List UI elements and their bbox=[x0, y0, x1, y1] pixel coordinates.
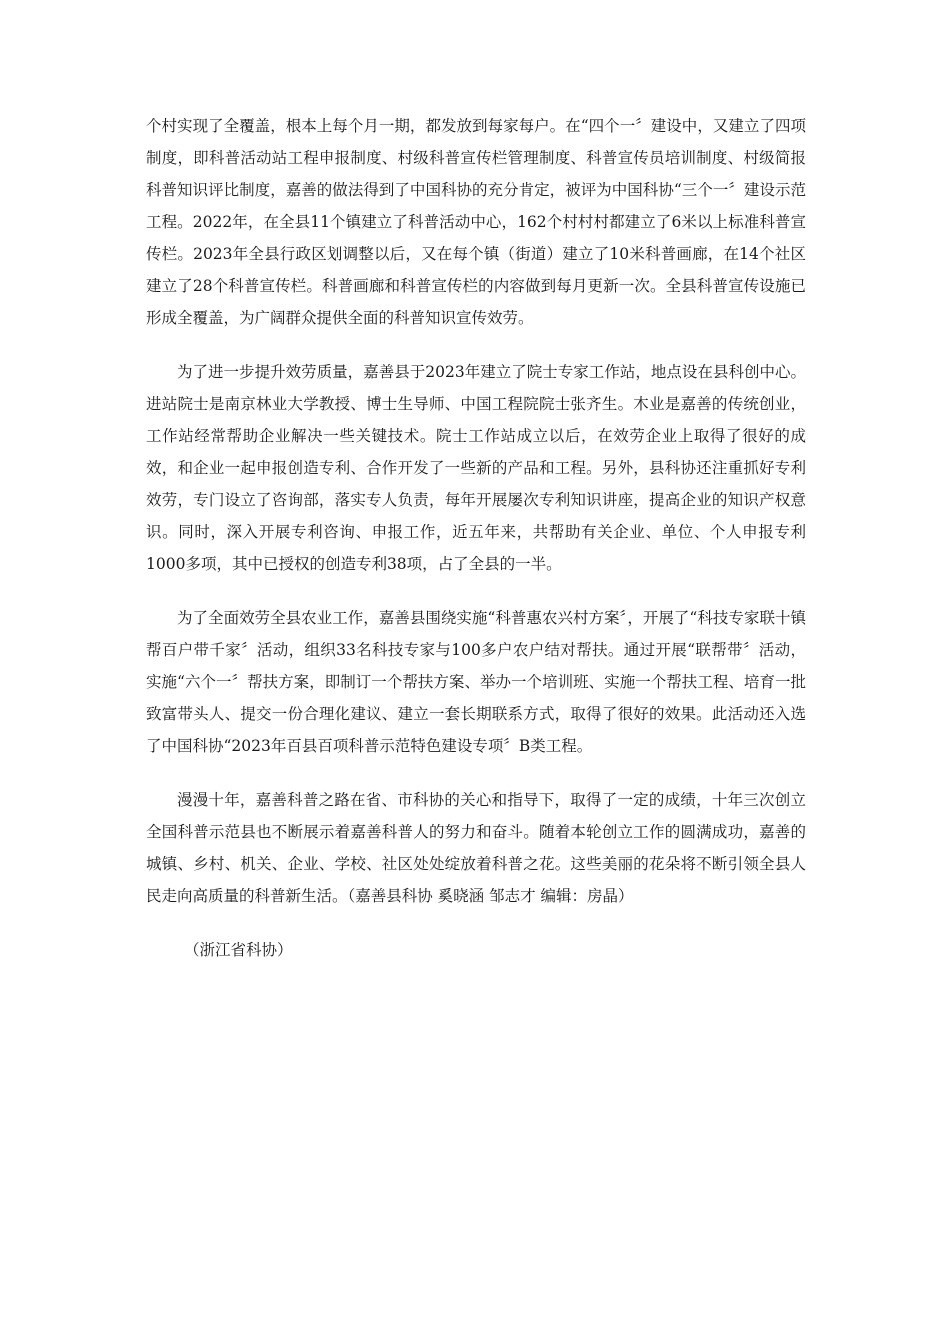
paragraph-2: 为了进一步提升效劳质量，嘉善县于2023年建立了院士专家工作站，地点设在县科创中心。进站院士是南京林业大学教授、博士生导师、中国工程院院士张齐生。木业是嘉善的传统创业，工作站经常帮助企业解决一些关键技术。院士工作站成立以后，在效劳企业上取得了很好的成效，和企业一起申报创造专利、合作开发了一些新的产品和工程。另外，县科协还注重抓好专利效劳，专门设立了咨询部，落实专人负责，每年开展屡次专利知识讲座，提高企业的知识产权意识。同时，深入开展专利咨询、申报工作，近五年来，共帮助有关企业、单位、个人申报专利1000多项，其中已授权的创造专利38项，占了全县的一半。 bbox=[146, 363, 806, 573]
document-page bbox=[146, 110, 806, 966]
paragraph-3: 为了全面效劳全县农业工作，嘉善县围绕实施“科普惠农兴村方案〞，开展了“科技专家联十镇帮百户带千家〞活动，组织33名科技专家与100多户农户结对帮扶。通过开展“联帮带〞活动，实施“六个一〞帮扶方案，即制订一个帮扶方案、举办一个培训班、实施一个帮扶工程、培育一批致富带头人、提交一份合理化建议、建立一套长期联系方式，取得了很好的效果。此活动还入选了中国科协“2023年百县百项科普示范特色建设专项〞B类工程。 bbox=[146, 609, 806, 755]
source-attribution: （浙江省科协） bbox=[184, 941, 293, 959]
paragraph-4: 漫漫十年，嘉善科普之路在省、市科协的关心和指导下，取得了一定的成绩，十年三次创立全国科普示范县也不断展示着嘉善科普人的努力和奋斗。随着本轮创立工作的圆满成功，嘉善的城镇、乡村、机关、企业、学校、社区处处绽放着科普之花。这些美丽的花朵将不断引领全县人民走向高质量的科普新生活。（嘉善县科协 奚晓涵 邹志才 编辑：房晶） bbox=[146, 791, 806, 905]
paragraph-1: 个村实现了全覆盖，根本上每个月一期，都发放到每家每户。在“四个一〞建设中，又建立了四项制度，即科普活动站工程申报制度、村级科普宣传栏管理制度、科普宣传员培训制度、村级简报科普知识评比制度，嘉善的做法得到了中国科协的充分肯定，被评为中国科协“三个一〞建设示范工程。2022年，在全县11个镇建立了科普活动中心，162个村村村都建立了6米以上标准科普宣传栏。2023年全县行政区划调整以后，又在每个镇（街道）建立了10米科普画廊，在14个社区建立了28个科普宣传栏。科普画廊和科普宣传栏的内容做到每月更新一次。全县科普宣传设施已形成全覆盖，为广阔群众提供全面的科普知识宣传效劳。 bbox=[146, 117, 806, 327]
